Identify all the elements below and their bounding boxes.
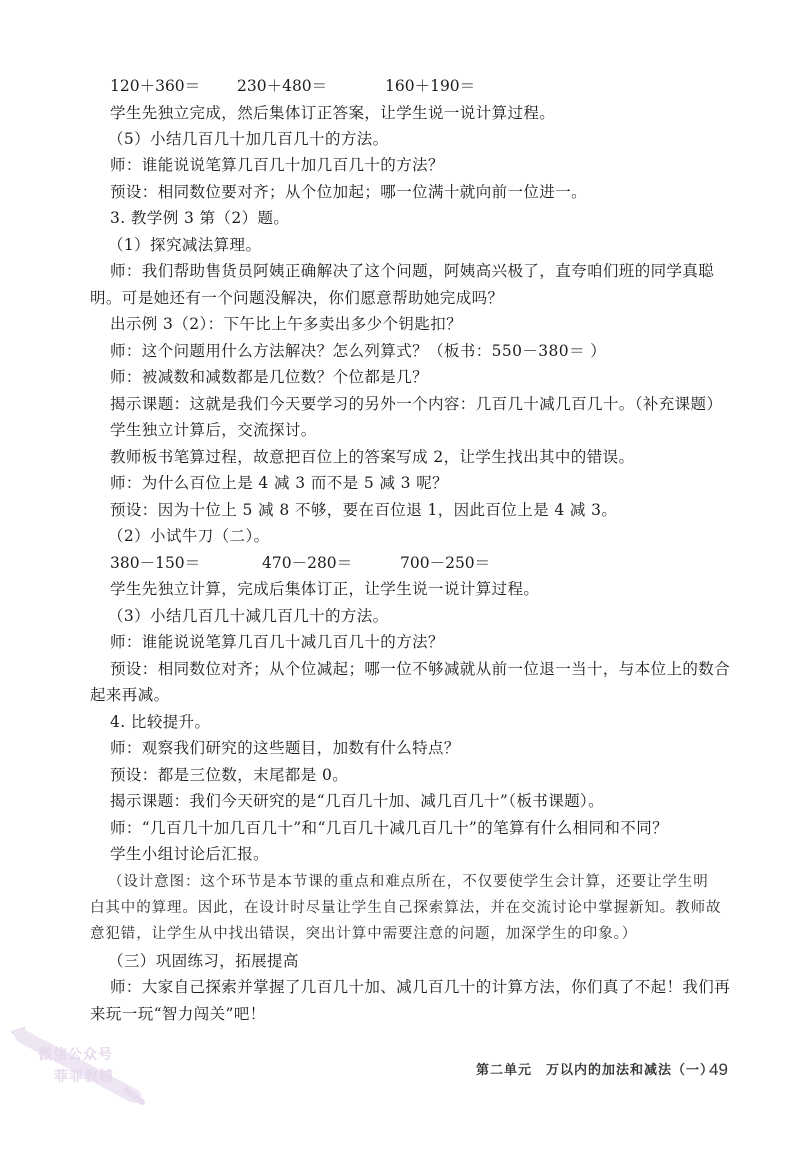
section-heading: 4. 比较提升。 <box>110 713 211 731</box>
section-heading: （2）小试牛刀（二）。 <box>108 527 270 545</box>
design-note-line: （设计意图：这个环节是本节课的重点和难点所在，不仅要使学生会计算，还要让学生明 <box>108 874 709 890</box>
paragraph-line: 学生小组讨论后汇报。 <box>110 845 270 863</box>
paragraph-line: 预设：都是三位数，末尾都是 0。 <box>110 766 349 784</box>
watermark-line2: 菲菲教辅 <box>54 1069 114 1085</box>
paragraph-line: 来玩一玩“智力闯关”吧！ <box>90 1005 266 1023</box>
equation: 380－150＝ <box>110 554 201 572</box>
paragraph-line: 师：“几百几十加几百几十”和“几百几十减几百几十”的笔算有什么相同和不同？ <box>110 819 668 837</box>
page-number: 49 <box>709 1060 728 1079</box>
paragraph-line: 揭示课题：这就是我们今天要学习的另外一个内容：几百几十减几百几十。（补充课题） <box>110 395 723 413</box>
footer-unit-title: 第二单元 万以内的加法和减法（一） <box>476 1063 715 1078</box>
paragraph-line: 起来再减。 <box>90 686 170 704</box>
section-heading: （3）小结几百几十减几百几十的方法。 <box>108 607 389 625</box>
paragraph-line: 预设：相同数位要对齐；从个位加起；哪一位满十就向前一位进一。 <box>110 183 588 201</box>
paragraph-line: 师：我们帮助售货员阿姨正确解决了这个问题，阿姨高兴极了，直夸咱们班的同学真聪 <box>110 262 715 280</box>
equation: 700－250＝ <box>400 554 491 572</box>
paragraph-line: 师：这个问题用什么方法解决？怎么列算式？（板书：550－380＝ ） <box>110 342 607 360</box>
equation: 470－280＝ <box>262 554 353 572</box>
watermark <box>6 1026 151 1106</box>
paragraph-line: 学生先独立完成，然后集体订正答案，让学生说一说计算过程。 <box>110 104 556 122</box>
section-heading: 3. 教学例 3 第（2）题。 <box>110 209 290 227</box>
paragraph-line: 揭示课题：我们今天研究的是“几百几十加、减几百几十”（板书课题）。 <box>110 792 605 810</box>
paragraph-line: 师：大家自己探索并掌握了几百几十加、减几百几十的计算方法，你们真了不起！我们再 <box>110 978 731 996</box>
paragraph-line: 预设：因为十位上 5 减 8 不够，要在百位退 1，因此百位上是 4 减 3。 <box>110 501 618 519</box>
paragraph-line: 预设：相同数位对齐；从个位减起；哪一位不够减就从前一位退一当十，与本位上的数合 <box>110 660 731 678</box>
equation: 230＋480＝ <box>237 77 328 95</box>
paragraph-line: 师：为什么百位上是 4 减 3 而不是 5 减 3 呢？ <box>110 474 449 492</box>
paragraph-line: 师：谁能说说笔算几百几十加几百几十的方法？ <box>110 156 444 174</box>
equation: 120＋360＝ <box>110 77 201 95</box>
section-heading: （1）探究减法算理。 <box>108 236 262 254</box>
section-heading: （三）巩固练习，拓展提高 <box>108 952 299 970</box>
section-heading: （5）小结几百几十加几百几十的方法。 <box>108 130 389 148</box>
paragraph-line: 学生独立计算后，交流探讨。 <box>110 421 317 439</box>
design-note-line: 白其中的算理。因此，在设计时尽量让学生自己探索算法，并在交流讨论中掌握新知。教师故 <box>90 900 722 916</box>
design-note-line: 意犯错，让学生从中找出错误，突出计算中需要注意的问题，加深学生的印象。） <box>90 926 638 942</box>
paragraph-line: 师：被减数和减数都是几位数？个位都是几？ <box>110 368 429 386</box>
equation: 160＋190＝ <box>385 77 476 95</box>
paragraph-line: 师：谁能说说笔算几百几十减几百几十的方法？ <box>110 633 444 651</box>
watermark-line1: 微信公众号 <box>38 1047 113 1063</box>
paragraph-line: 师：观察我们研究的这些题目，加数有什么特点？ <box>110 739 460 757</box>
paragraph-line: 教师板书笔算过程，故意把百位上的答案写成 2，让学生找出其中的错误。 <box>110 448 635 466</box>
paragraph-line: 明。可是她还有一个问题没解决，你们愿意帮助她完成吗？ <box>90 289 504 307</box>
paragraph-line: 出示例 3（2）：下午比上午多卖出多少个钥匙扣？ <box>110 315 463 333</box>
paragraph-line: 学生先独立计算，完成后集体订正，让学生说一说计算过程。 <box>110 580 540 598</box>
